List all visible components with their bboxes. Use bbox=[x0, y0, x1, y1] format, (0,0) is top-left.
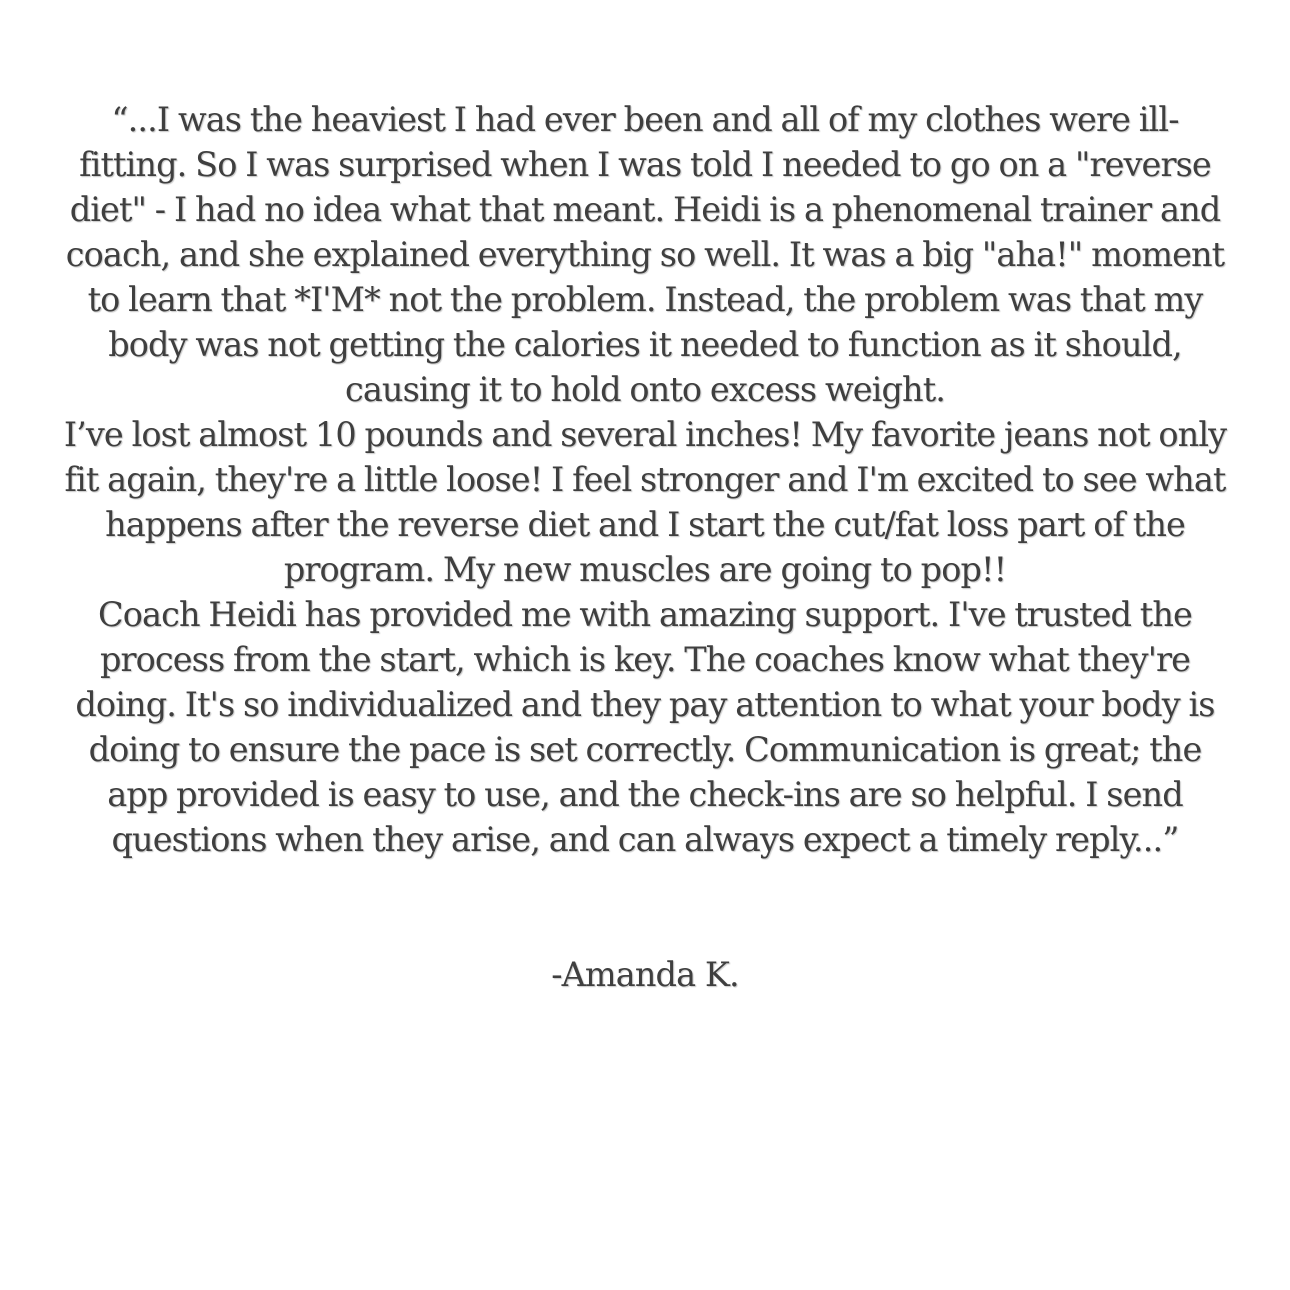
testimonial-signature: -Amanda K. bbox=[551, 955, 739, 994]
testimonial-paragraph-2: I’ve lost almost 10 pounds and several inches! My favorite jeans not only fit again, they're a little loose! I feel stronger and I'm excited to see what happens after the reverse diet and I start the cut/fat loss part of the program. My new muscles are going to pop!! bbox=[63, 415, 1227, 589]
testimonial-paragraph-3: Coach Heidi has provided me with amazing support. I've trusted the process from the start, which is key. The coaches know what they're doing. It's so individualized and they pay attention to what your body is doing to ensure the pace is set correctly. Communication is great; the app provided is easy to use, and the check-ins are so helpful. I send questions when they arise, and can always expect a timely reply...” bbox=[75, 595, 1215, 859]
testimonial-paragraph-1: “...I was the heaviest I had ever been and all of my clothes were ill-fitting. So I was surprised when I was told I needed to go on a "reverse diet" - I had no idea what that meant. Heidi is a phenomenal trainer and coach, and she explained everything so well. It was a big "aha!" moment to learn that *I'M* not the problem. Instead, the problem was that my body was not getting the calories it needed to function as it should, causing it to hold onto excess weight. bbox=[65, 100, 1225, 409]
testimonial-quote bbox=[60, 97, 1230, 862]
